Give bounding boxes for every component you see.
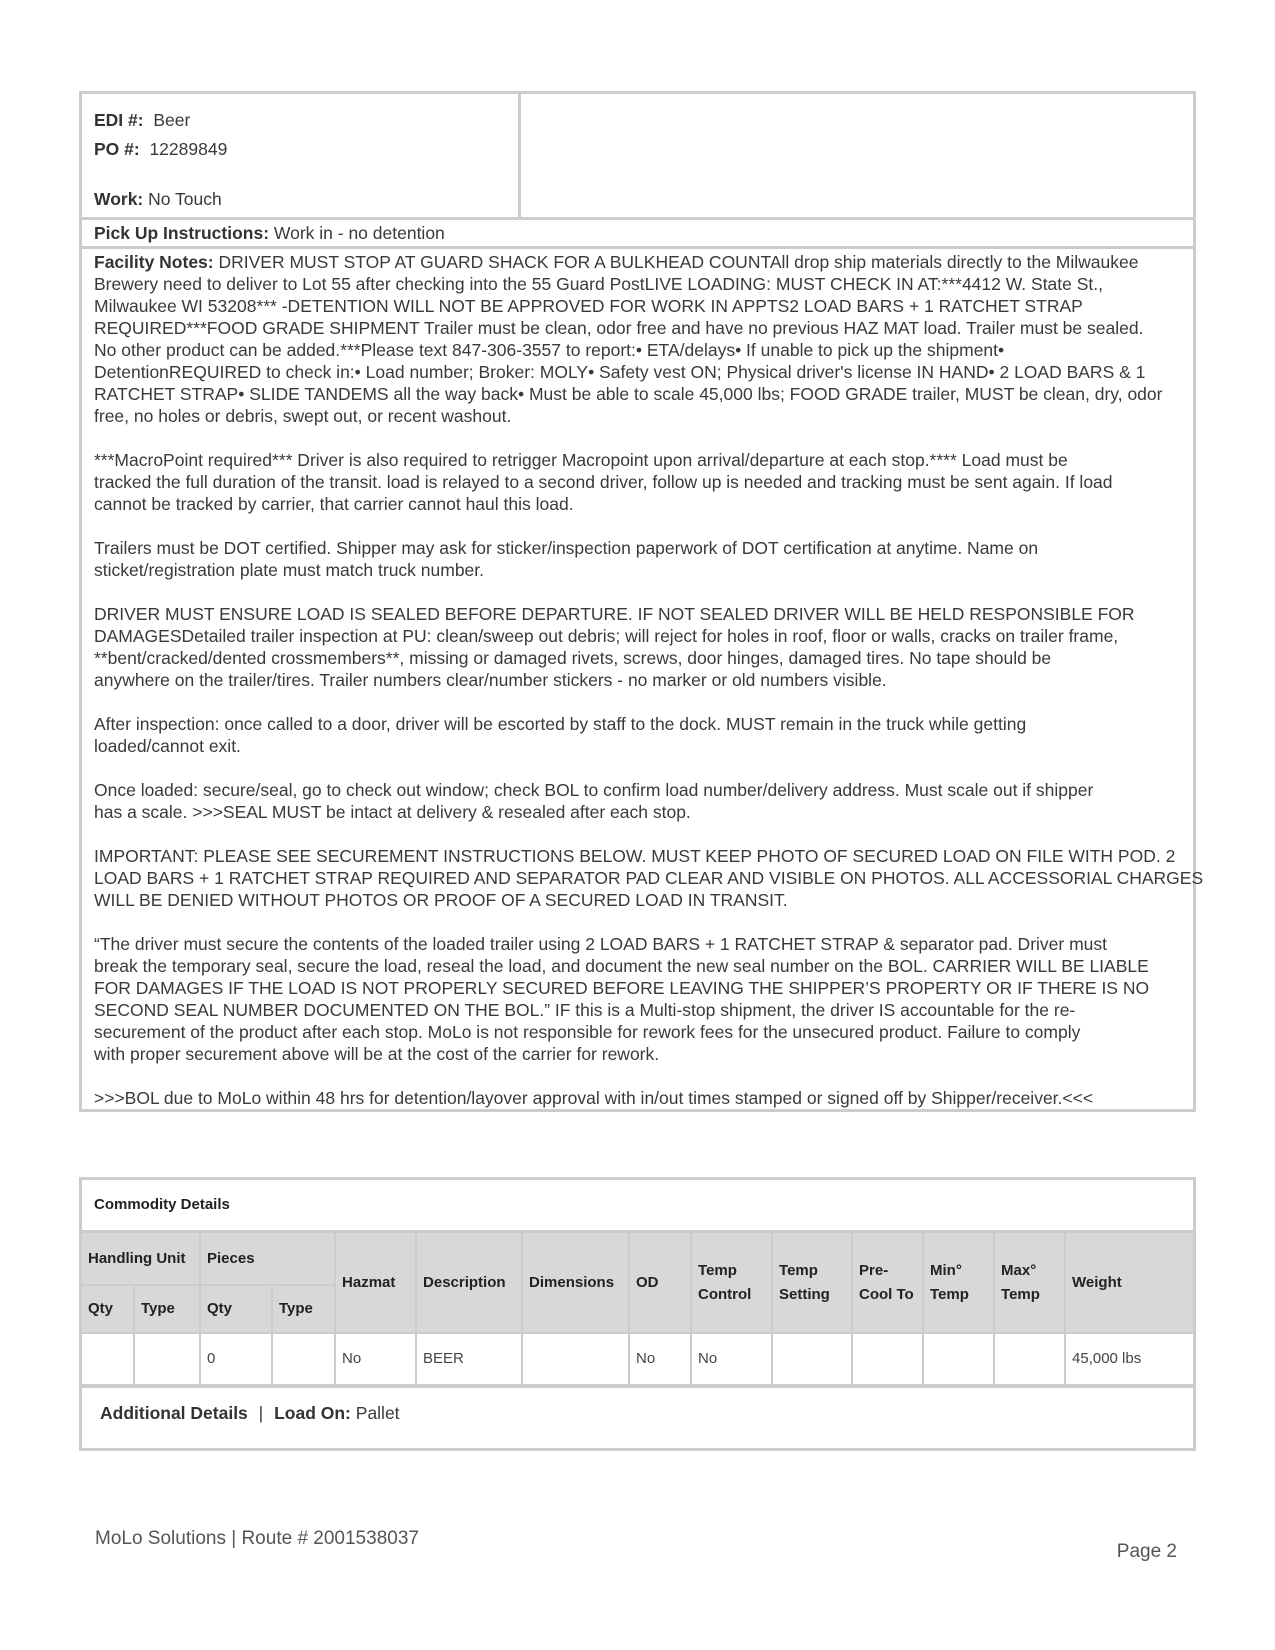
facility-note-line: free, no holes or debris, swept out, or recent washout.: [94, 406, 512, 426]
note-line: with proper securement above will be at the cost of the carrier for rework.: [94, 1044, 660, 1064]
handling-unit-header: Handling Unit: [82, 1233, 200, 1285]
od-cell: No: [629, 1333, 691, 1385]
note-line: Trailers must be DOT certified. Shipper may ask for sticker/inspection paperwork of DOT certification at anytime. Name on: [94, 538, 1039, 558]
note-line: “The driver must secure the contents of the loaded trailer using 2 LOAD BARS + 1 RATCHET STRAP & separator pad. Driver must: [94, 934, 1108, 954]
hu-type-cell: [134, 1333, 200, 1385]
important-paragraph: [94, 845, 1204, 911]
note-line: anywhere on the trailer/tires. Trailer numbers clear/number stickers - no marker or old numbers visible.: [94, 670, 887, 690]
empty-cell: [521, 94, 1193, 217]
note-line: **bent/cracked/dented crossmembers**, missing or damaged rivets, screws, door hinges, damaged tires. No tape should be: [94, 648, 1052, 668]
work-value: No Touch: [148, 189, 222, 209]
dimensions-cell: [522, 1333, 629, 1385]
min-temp-header: Min° Temp: [923, 1233, 994, 1333]
description-header: Description: [416, 1233, 522, 1333]
pieces-qty-header: Qty: [200, 1285, 272, 1333]
facility-notes-label: Facility Notes:: [94, 252, 214, 272]
hazmat-header: Hazmat: [335, 1233, 416, 1333]
temp-setting-cell: [772, 1333, 852, 1385]
temp-control-header: Temp Control: [691, 1233, 772, 1333]
po-value: 12289849: [149, 139, 228, 159]
load-on-label: Load On:: [274, 1403, 351, 1423]
note-line: LOAD BARS + 1 RATCHET STRAP REQUIRED AND SEPARATOR PAD CLEAR AND VISIBLE ON PHOTOS. ALL ACCESSORIAL CHARGES: [94, 868, 1204, 888]
securement-paragraph: [94, 933, 1193, 1065]
table-row: [82, 1333, 1193, 1385]
pieces-qty-cell: 0: [200, 1333, 272, 1385]
commodity-title: Commodity Details: [82, 1180, 1193, 1233]
edi-line: [94, 106, 518, 135]
additional-separator: |: [258, 1403, 264, 1423]
hu-qty-cell: [82, 1333, 134, 1385]
pieces-type-header: Type: [272, 1285, 335, 1333]
facility-note-line: DRIVER MUST STOP AT GUARD SHACK FOR A BULKHEAD COUNTAll drop ship materials directly to the Milwaukee: [213, 252, 1139, 272]
pieces-header: Pieces: [200, 1233, 335, 1285]
header-row: [82, 1233, 1193, 1285]
facility-note-line: DetentionREQUIRED to check in:• Load number; Broker: MOLY• Safety vest ON; Physical driver's license IN HAND• 2 LOAD BARS & 1: [94, 362, 1146, 382]
note-line: break the temporary seal, secure the load, reseal the load, and document the new seal number on the BOL. CARRIER WILL BE LIABLE: [94, 956, 1149, 976]
note-line: tracked the full duration of the transit. load is relayed to a second driver, follow up is needed and tracking must be sent again. If load: [94, 472, 1113, 492]
facility-notes-paragraph: [94, 251, 1193, 427]
pre-cool-header: Pre-Cool To: [852, 1233, 923, 1333]
pre-cool-cell: [852, 1333, 923, 1385]
reference-cell: [82, 94, 521, 217]
dot-paragraph: [94, 537, 1193, 581]
temp-control-cell: No: [691, 1333, 772, 1385]
note-line: >>>BOL due to MoLo within 48 hrs for detention/layover approval with in/out times stamped or signed off by Shipper/receiver.<<<: [94, 1088, 1094, 1108]
loaded-paragraph: [94, 779, 1193, 823]
work-line: [94, 185, 518, 214]
temp-setting-header: Temp Setting: [772, 1233, 852, 1333]
hazmat-cell: No: [335, 1333, 416, 1385]
facility-note-line: REQUIRED***FOOD GRADE SHIPMENT Trailer must be clean, odor free and have no previous HAZ MAT load. Trailer must be sealed.: [94, 318, 1144, 338]
note-line: loaded/cannot exit.: [94, 736, 241, 756]
edi-label: EDI #:: [94, 110, 144, 130]
facility-note-line: Brewery need to deliver to Lot 55 after checking into the 55 Guard PostLIVE LOADING: MUST CHECK IN AT:***4412 W. State St.,: [94, 274, 1104, 294]
commodity-table: [82, 1233, 1193, 1386]
note-line: Once loaded: secure/seal, go to check out window; check BOL to confirm load number/delivery address. Must scale out if shipper: [94, 780, 1094, 800]
note-line: FOR DAMAGES IF THE LOAD IS NOT PROPERLY SECURED BEFORE LEAVING THE SHIPPER’S PROPERTY OR IF THERE IS NO: [94, 978, 1150, 998]
pickup-label: Pick Up Instructions:: [94, 223, 270, 243]
reference-row: [82, 94, 1193, 220]
commodity-details-panel: [79, 1177, 1196, 1451]
pieces-type-cell: [272, 1333, 335, 1385]
note-line: ***MacroPoint required*** Driver is also required to retrigger Macropoint upon arrival/departure at each stop.**** Load must be: [94, 450, 1068, 470]
weight-header: Weight: [1065, 1233, 1193, 1333]
additional-details: [82, 1386, 1193, 1440]
edi-value: Beer: [153, 110, 191, 130]
note-line: sticket/registration plate must match truck number.: [94, 560, 485, 580]
pickup-value: Work in - no detention: [273, 223, 445, 243]
load-details-panel: [79, 91, 1204, 1112]
inspection-paragraph: [94, 713, 1193, 757]
footer-route: MoLo Solutions | Route # 2001538037: [95, 1528, 419, 1549]
hu-qty-header: Qty: [82, 1285, 134, 1333]
note-line: WILL BE DENIED WITHOUT PHOTOS OR PROOF OF A SECURED LOAD IN TRANSIT.: [94, 890, 788, 910]
facility-note-line: Milwaukee WI 53208*** -DETENTION WILL NOT BE APPROVED FOR WORK IN APPTS2 LOAD BARS + 1 RATCHET STRAP: [94, 296, 1083, 316]
note-line: securement of the product after each stop. MoLo is not responsible for rework fees for the unsecured product. Failure to comply: [94, 1022, 1081, 1042]
seal-paragraph: [94, 603, 1193, 691]
facility-note-line: No other product can be added.***Please text 847-306-3557 to report:• ETA/delays• If unable to pick up the shipment•: [94, 340, 1005, 360]
facility-notes: [82, 249, 1204, 1109]
page-number: Page 2: [1116, 1541, 1177, 1562]
note-line: DRIVER MUST ENSURE LOAD IS SEALED BEFORE DEPARTURE. IF NOT SEALED DRIVER WILL BE HELD RESPONSIBLE FOR: [94, 604, 1135, 624]
note-line: has a scale. >>>SEAL MUST be intact at delivery & resealed after each stop.: [94, 802, 691, 822]
note-line: SECOND SEAL NUMBER DOCUMENTED ON THE BOL.” IF this is a Multi-stop shipment, the driver IS accountable for the re-: [94, 1000, 1076, 1020]
od-header: OD: [629, 1233, 691, 1333]
work-label: Work:: [94, 189, 144, 209]
pickup-instructions: [82, 220, 1193, 249]
macropoint-paragraph: [94, 449, 1193, 515]
hu-type-header: Type: [134, 1285, 200, 1333]
po-label: PO #:: [94, 139, 140, 159]
note-line: cannot be tracked by carrier, that carrier cannot haul this load.: [94, 494, 574, 514]
note-line: IMPORTANT: PLEASE SEE SECUREMENT INSTRUCTIONS BELOW. MUST KEEP PHOTO OF SECURED LOAD ON FILE WITH POD. 2: [94, 846, 1176, 866]
note-line: After inspection: once called to a door, driver will be escorted by staff to the dock. MUST remain in the truck while getting: [94, 714, 1027, 734]
facility-note-line: RATCHET STRAP• SLIDE TANDEMS all the way back• Must be able to scale 45,000 lbs; FOOD GRADE trailer, MUST be clean, dry, odor: [94, 384, 1163, 404]
max-temp-cell: [994, 1333, 1065, 1385]
dimensions-header: Dimensions: [522, 1233, 629, 1333]
load-on-value: Pallet: [355, 1403, 400, 1423]
additional-details-label: Additional Details: [100, 1403, 248, 1423]
min-temp-cell: [923, 1333, 994, 1385]
max-temp-header: Max° Temp: [994, 1233, 1065, 1333]
description-cell: BEER: [416, 1333, 522, 1385]
po-line: [94, 135, 518, 164]
bol-paragraph: [94, 1087, 1193, 1109]
note-line: DAMAGESDetailed trailer inspection at PU: clean/sweep out debris; will reject for holes in roof, floor or walls, cracks on trailer frame,: [94, 626, 1119, 646]
weight-cell: 45,000 lbs: [1065, 1333, 1193, 1385]
